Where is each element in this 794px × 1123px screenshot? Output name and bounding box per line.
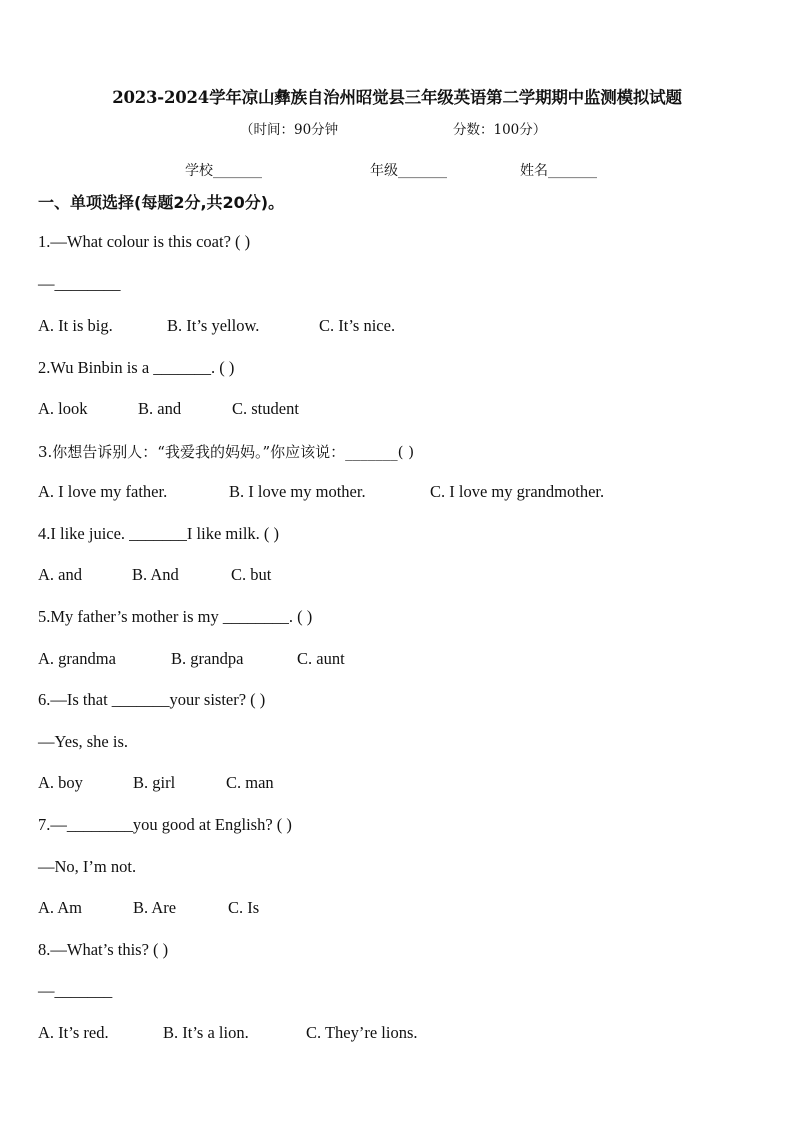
question-answer-line: —_______ xyxy=(38,981,113,1000)
option-a: A. look xyxy=(38,399,88,418)
option-c: C. Is xyxy=(228,898,260,917)
grade-field: 年级_______ xyxy=(370,163,447,179)
question-answer-line: —Yes, she is. xyxy=(38,732,129,751)
school-field: 学校_______ xyxy=(185,163,262,179)
question-answer-line: —No, I’m not. xyxy=(38,857,137,876)
option-c: C. student xyxy=(232,399,299,418)
option-b: B. It’s yellow. xyxy=(167,316,260,335)
option-b: B. It’s a lion. xyxy=(163,1023,249,1042)
question-stem: 5.My father’s mother is my ________. ( ) xyxy=(38,607,313,626)
option-c: C. I love my grandmother. xyxy=(430,482,605,501)
option-b: B. I love my mother. xyxy=(229,482,366,501)
question-stem: 8.—What’s this? ( ) xyxy=(38,940,169,959)
option-a: A. Am xyxy=(38,898,83,917)
option-c: C. but xyxy=(231,565,272,584)
option-c: C. It’s nice. xyxy=(319,316,396,335)
option-c: C. aunt xyxy=(297,649,345,668)
option-a: A. It’s red. xyxy=(38,1023,109,1042)
exam-score: 分数：100分） xyxy=(453,122,547,138)
option-c: C. man xyxy=(226,773,274,792)
option-b: B. And xyxy=(132,565,179,584)
question-answer-line: —________ xyxy=(38,274,121,293)
option-c: C. They’re lions. xyxy=(306,1023,418,1042)
section-title: 一、单项选择(每题2分,共20分)。 xyxy=(38,193,285,212)
name-field: 姓名_______ xyxy=(520,163,597,179)
question-stem: 4.I like juice. _______I like milk. ( ) xyxy=(38,524,280,543)
option-b: B. girl xyxy=(133,773,176,792)
option-b: B. and xyxy=(138,399,182,418)
option-a: A. grandma xyxy=(38,649,116,668)
exam-title: 2023-2024学年凉山彝族自治州昭觉县三年级英语第二学期期中监测模拟试题 xyxy=(112,88,682,107)
option-b: B. Are xyxy=(133,898,177,917)
option-a: A. I love my father. xyxy=(38,482,168,501)
question-stem: 1.—What colour is this coat? ( ) xyxy=(38,232,251,251)
option-a: A. It is big. xyxy=(38,316,113,335)
option-b: B. grandpa xyxy=(171,649,244,668)
question-stem: 3.你想告诉别人：“我爱我的妈妈。”你应该说：_______( ) xyxy=(38,443,415,461)
question-stem: 2.Wu Binbin is a _______. ( ) xyxy=(38,358,235,377)
question-stem: 6.—Is that _______your sister? ( ) xyxy=(38,690,266,709)
question-stem: 7.—________you good at English? ( ) xyxy=(38,815,292,834)
exam-time: （时间：90分钟 xyxy=(240,122,339,138)
option-a: A. boy xyxy=(38,773,83,792)
option-a: A. and xyxy=(38,565,82,584)
